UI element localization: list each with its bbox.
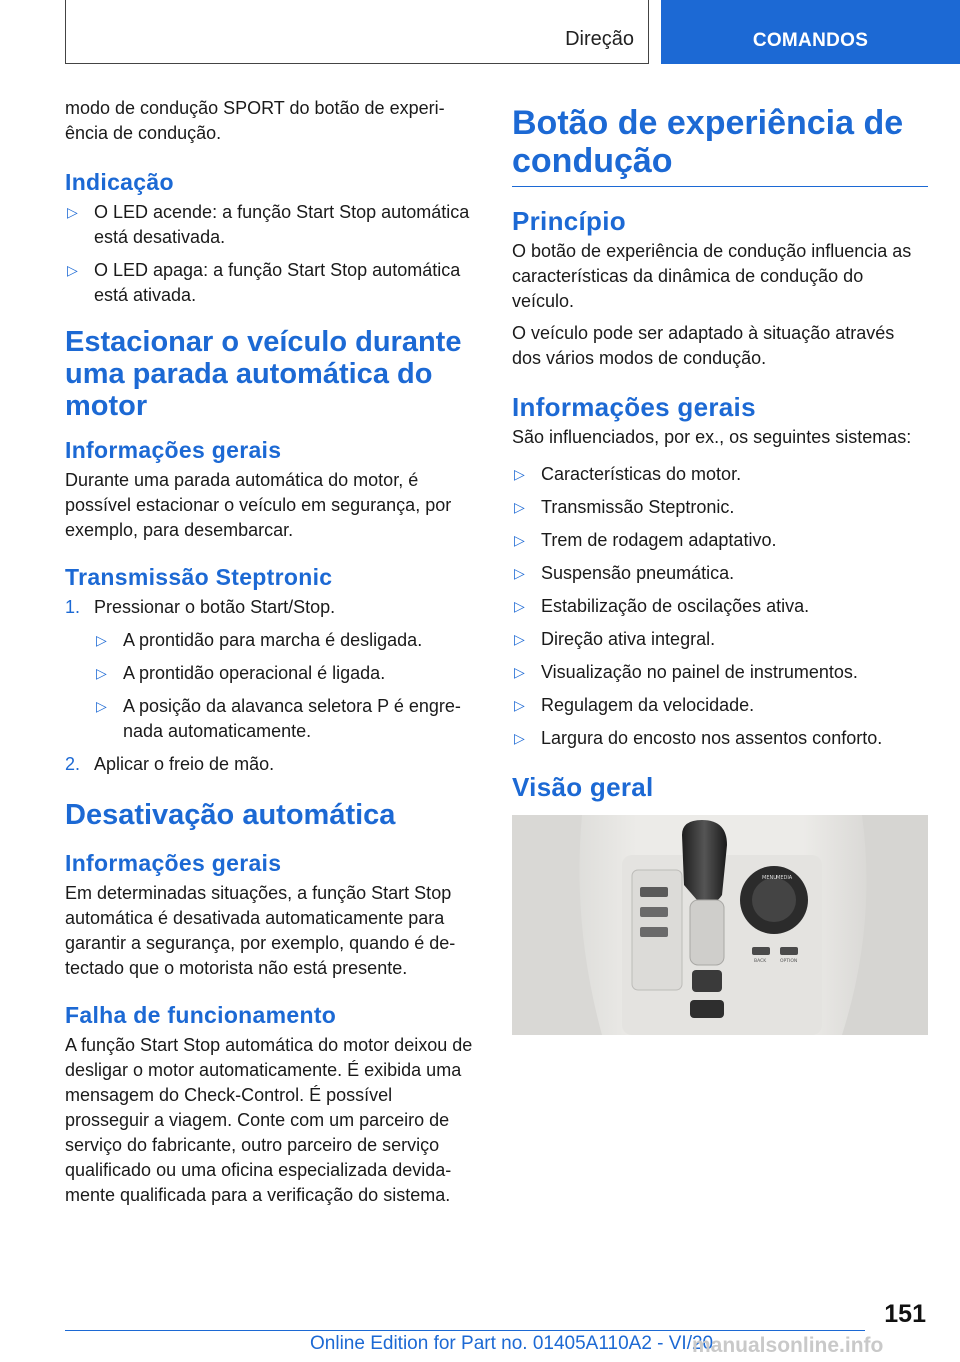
- heading-info-gerais-1: Informações gerais: [65, 437, 282, 463]
- triangle-bullet-icon: ▷: [514, 565, 525, 581]
- list-item: ▷ Direção ativa integral.: [512, 627, 928, 652]
- list-item: ▷ O LED acende: a função Start Stop automática está desativada.: [67, 202, 470, 247]
- triangle-bullet-icon: ▷: [67, 262, 78, 278]
- step-item: [65, 595, 480, 744]
- intro-text: modo de condução SPORT do botão de experiência de condução.: [65, 98, 445, 143]
- step-item: [65, 752, 480, 777]
- heading-indicacao: Indicação: [65, 169, 174, 195]
- step-number: 1.: [65, 597, 81, 617]
- menu-label: MENU: [762, 875, 777, 881]
- media-label: MEDIA: [776, 875, 793, 881]
- principio-text-1: O botão de experiência de condução influencia as características da dinâmica de condução do veículo.: [512, 241, 912, 311]
- steptronic-steps: [65, 595, 480, 777]
- triangle-bullet-icon: ▷: [96, 665, 107, 681]
- heading-info-gerais-3: Informações gerais: [512, 392, 756, 422]
- triangle-bullet-icon: ▷: [514, 499, 525, 515]
- list-item: ▷ Características do motor.: [512, 462, 928, 487]
- list-item: ▷ A posição da alavanca seletora P é engrenada automaticamente.: [96, 696, 461, 741]
- list-item: ▷ Trem de rodagem adaptativo.: [512, 528, 928, 553]
- header-chapter: Direção: [565, 28, 634, 50]
- list-item: ▷ A prontidão operacional é ligada.: [94, 661, 480, 686]
- heading-botao-experiencia: Botão de experiência de condução: [512, 104, 928, 187]
- list-item: ▷ Regulagem da velocidade.: [512, 693, 928, 718]
- header-section-tab: [661, 0, 960, 64]
- triangle-bullet-icon: ▷: [67, 204, 78, 220]
- triangle-bullet-icon: ▷: [514, 466, 525, 482]
- header-section: COMANDOS: [752, 30, 869, 51]
- footer-divider: [65, 1330, 865, 1331]
- falha-text: A função Start Stop automática do motor deixou de desligar o motor automaticamente. É exibida uma mensagem do Check-Control. É possível prosseguir a viagem. Conte com um parceiro de serviço do fabricante, outro parceiro de serviço qualificado ou uma oficina especializada devidamente qualificada para a verificação do sistema.: [65, 1035, 473, 1205]
- triangle-bullet-icon: ▷: [514, 697, 525, 713]
- sistemas-list: [512, 462, 928, 751]
- left-column: [65, 96, 480, 1215]
- option-label: OPTION: [780, 959, 798, 964]
- list-item: ▷ O LED apaga: a função Start Stop automática está ativada.: [67, 260, 461, 305]
- indicacao-list: [65, 200, 480, 308]
- step-sublist: [94, 628, 480, 744]
- triangle-bullet-icon: ▷: [514, 631, 525, 647]
- heading-info-gerais-2: Informações gerais: [65, 850, 282, 876]
- triangle-bullet-icon: ▷: [514, 532, 525, 548]
- heading-visao-geral: Visão geral: [512, 772, 654, 802]
- list-item: ▷ Largura do encosto nos assentos conforto.: [512, 726, 928, 751]
- triangle-bullet-icon: ▷: [514, 730, 525, 746]
- footer-edition: Online Edition for Part no. 01405A110A2 - VI/20: [310, 1333, 714, 1354]
- info-gerais-text: São influenciados, por ex., os seguintes sistemas:: [512, 427, 912, 447]
- heading-estacionar: Estacionar o veículo durante uma parada automática do motor: [65, 326, 462, 422]
- desativacao-info-text: Em determinadas situações, a função Start Stop automática é desativada automaticamente para garantir a segurança, por exemplo, quando é detectado que o motorista não está presente.: [65, 883, 456, 978]
- page-number: 151: [884, 1300, 926, 1328]
- center-console-photo: [512, 815, 928, 1035]
- step-text: Pressionar o botão Start/Stop.: [94, 597, 336, 617]
- heading-desativacao: Desativação automática: [65, 799, 396, 831]
- heading-falha: Falha de funcionamento: [65, 1002, 337, 1028]
- principio-text-2: O veículo pode ser adaptado à situação através dos vários modos de condução.: [512, 323, 895, 368]
- heading-steptronic: Transmissão Steptronic: [65, 564, 333, 590]
- right-column: [512, 104, 928, 1040]
- back-label: BACK: [754, 959, 767, 964]
- list-item: ▷ A prontidão para marcha é desligada.: [94, 628, 480, 653]
- heading-principio: Princípio: [512, 206, 626, 236]
- watermark: manualsonline.info: [692, 1334, 884, 1357]
- triangle-bullet-icon: ▷: [514, 598, 525, 614]
- step-text: Aplicar o freio de mão.: [94, 754, 275, 774]
- list-item: ▷ Estabilização de oscilações ativa.: [512, 594, 928, 619]
- list-item: ▷ Visualização no painel de instrumentos.: [512, 660, 928, 685]
- list-item: ▷ Transmissão Steptronic.: [512, 495, 928, 520]
- triangle-bullet-icon: ▷: [514, 664, 525, 680]
- step-number: 2.: [65, 754, 81, 774]
- estacionar-info-text: Durante uma parada automática do motor, é possível estacionar o veículo em segurança, por exemplo, para desembarcar.: [65, 470, 452, 540]
- triangle-bullet-icon: ▷: [96, 632, 107, 648]
- header-chapter-box: [65, 0, 649, 64]
- triangle-bullet-icon: ▷: [96, 698, 107, 714]
- list-item: ▷ Suspensão pneumática.: [512, 561, 928, 586]
